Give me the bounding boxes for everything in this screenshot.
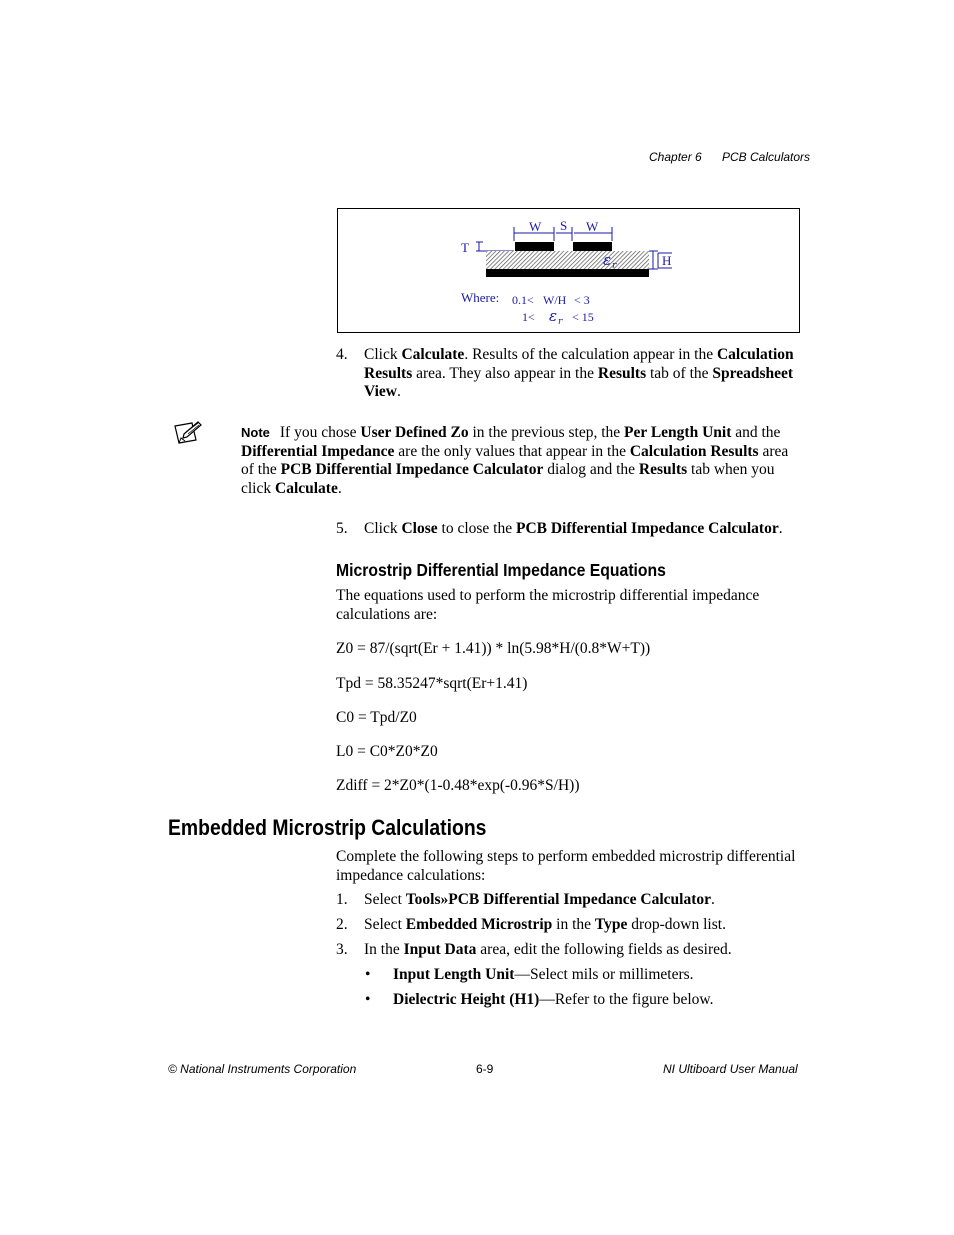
embedded-step-3-number: 3. [336, 941, 348, 958]
step-4-text: tab of the [646, 364, 713, 382]
step-4-text: Click [364, 346, 402, 363]
embedded-step-1-text: . [711, 891, 715, 908]
step-4-number: 4. [336, 346, 348, 363]
svg-text:r: r [612, 261, 617, 271]
embedded-step-2-bold-type: Type [594, 916, 628, 933]
trace-right [573, 242, 612, 251]
equation-l0: L0 = C0*Z0*Z0 [336, 743, 438, 760]
step-4-text: . [397, 383, 401, 400]
note-label: Note [241, 425, 270, 440]
label-w1: W [529, 219, 542, 234]
embedded-step-1-bold-menu: Tools»PCB Differential Impedance Calculator [405, 891, 711, 908]
embedded-step-2-bold-embedded: Embedded Microstrip [405, 916, 553, 933]
note-text: are the only values that appear in the [394, 442, 630, 460]
note-bold-diff-impedance: Differential Impedance [241, 442, 395, 460]
embedded-step-3-text: area, edit the following fields as desired. [476, 941, 732, 958]
label-h: H [662, 253, 672, 268]
equation-z0: Z0 = 87/(sqrt(Er + 1.41)) * ln(5.98*H/(0.8*W+T)) [336, 640, 651, 657]
bullet-input-length-unit [365, 966, 805, 985]
embedded-step-1-number: 1. [336, 891, 348, 908]
microstrip-diagram [337, 208, 800, 333]
embedded-step-2-text: Select [364, 916, 406, 933]
condition1-left: 0.1< [512, 293, 534, 307]
note-text: and the [731, 424, 781, 441]
dielectric-layer [486, 251, 649, 269]
step-5-bold-close: Close [401, 520, 438, 537]
microstrip-diagram-svg [338, 209, 799, 332]
label-s: S [560, 218, 568, 233]
bullet-2-text: —Refer to the figure below. [539, 991, 714, 1008]
embedded-step-3-text: In the [364, 941, 404, 958]
step-5-text: to close the [437, 520, 516, 537]
step-5-text: . [778, 520, 783, 537]
bullet-marker: • [365, 991, 371, 1008]
step-5-text: Click [364, 520, 402, 537]
embedded-step-1-text: Select [364, 891, 406, 908]
embedded-step-2 [336, 916, 802, 935]
step-5 [336, 520, 802, 539]
footer-page-number: 6-9 [476, 1062, 494, 1076]
note-icon [172, 420, 204, 446]
condition2-left: 1< [522, 310, 535, 324]
note-text: area of the [241, 442, 789, 478]
equations-heading: Microstrip Differential Impedance Equations [336, 560, 666, 580]
step-4-text: . Results of the calculation appear in the [464, 346, 717, 363]
equation-c0: C0 = Tpd/Z0 [336, 709, 417, 726]
note-bold-results: Results [638, 461, 688, 478]
svg-text:r: r [558, 317, 563, 327]
ground-plane [486, 269, 649, 277]
note-bold-calculate: Calculate [275, 479, 338, 497]
bullet-1-text: —Select mils or millimeters. [514, 966, 694, 983]
running-header-chapter: Chapter 6 [649, 150, 702, 164]
bullet-dielectric-height [365, 991, 805, 1010]
embedded-heading: Embedded Microstrip Calculations [168, 815, 487, 840]
embedded-step-1 [336, 891, 802, 910]
condition1-expr: W/H [543, 293, 567, 307]
running-header-section: PCB Calculators [722, 150, 811, 164]
bullet-1-bold: Input Length Unit [393, 966, 515, 983]
embedded-step-3 [336, 941, 802, 960]
step-5-bold-calculator: PCB Differential Impedance Calculator [515, 520, 779, 537]
bullet-2-bold: Dielectric Height (H1) [393, 991, 540, 1008]
embedded-step-3-bold-input-data: Input Data [403, 941, 477, 958]
footer-manual-title: NI Ultiboard User Manual [663, 1062, 798, 1076]
condition2-right: < 15 [572, 310, 594, 324]
embedded-intro: Complete the following steps to perform embedded microstrip differential impedance calculations: [336, 848, 796, 884]
step-4-text: area. They also appear in the [412, 364, 598, 382]
label-t: T [461, 240, 469, 255]
note-block [241, 424, 803, 498]
embedded-step-2-text: drop-down list. [627, 916, 726, 933]
bullet-marker: • [365, 966, 371, 983]
embedded-step-2-text: in the [552, 916, 595, 933]
equations-intro: The equations used to perform the microstrip differential impedance calculations are: [336, 587, 760, 623]
note-text: dialog and the [543, 461, 639, 478]
where-label: Where: [461, 290, 500, 305]
equation-zdiff: Zdiff = 2*Z0*(1-0.48*exp(-0.96*S/H)) [336, 777, 580, 794]
svg-text:ε: ε [549, 307, 558, 325]
note-text: tab when you click [241, 461, 775, 497]
note-bold-user-defined-zo: User Defined Zo [360, 424, 469, 441]
label-w2: W [586, 219, 599, 234]
note-text: . [337, 479, 342, 497]
embedded-step-2-number: 2. [336, 916, 348, 933]
trace-left [515, 242, 554, 251]
step-4-bold-spreadsheet-view: Spreadsheet View [364, 364, 794, 400]
condition1-right: < 3 [574, 293, 590, 307]
note-text: If you chose [279, 424, 361, 441]
note-bold-calc-results: Calculation Results [629, 442, 759, 460]
note-bold-per-length-unit: Per Length Unit [624, 424, 732, 441]
epsilon-symbol: ε [603, 251, 612, 269]
step-4-bold-results: Results [597, 364, 647, 382]
equation-tpd: Tpd = 58.35247*sqrt(Er+1.41) [336, 675, 528, 692]
step-5-number: 5. [336, 520, 348, 537]
note-text: in the previous step, the [468, 424, 625, 441]
step-4-bold-calc-results: Calculation Results [364, 346, 794, 382]
note-bold-calculator: PCB Differential Impedance Calculator [280, 461, 544, 478]
step-4 [336, 346, 802, 402]
step-4-bold-calculate: Calculate [401, 346, 465, 363]
footer-copyright: © National Instruments Corporation [168, 1062, 357, 1076]
